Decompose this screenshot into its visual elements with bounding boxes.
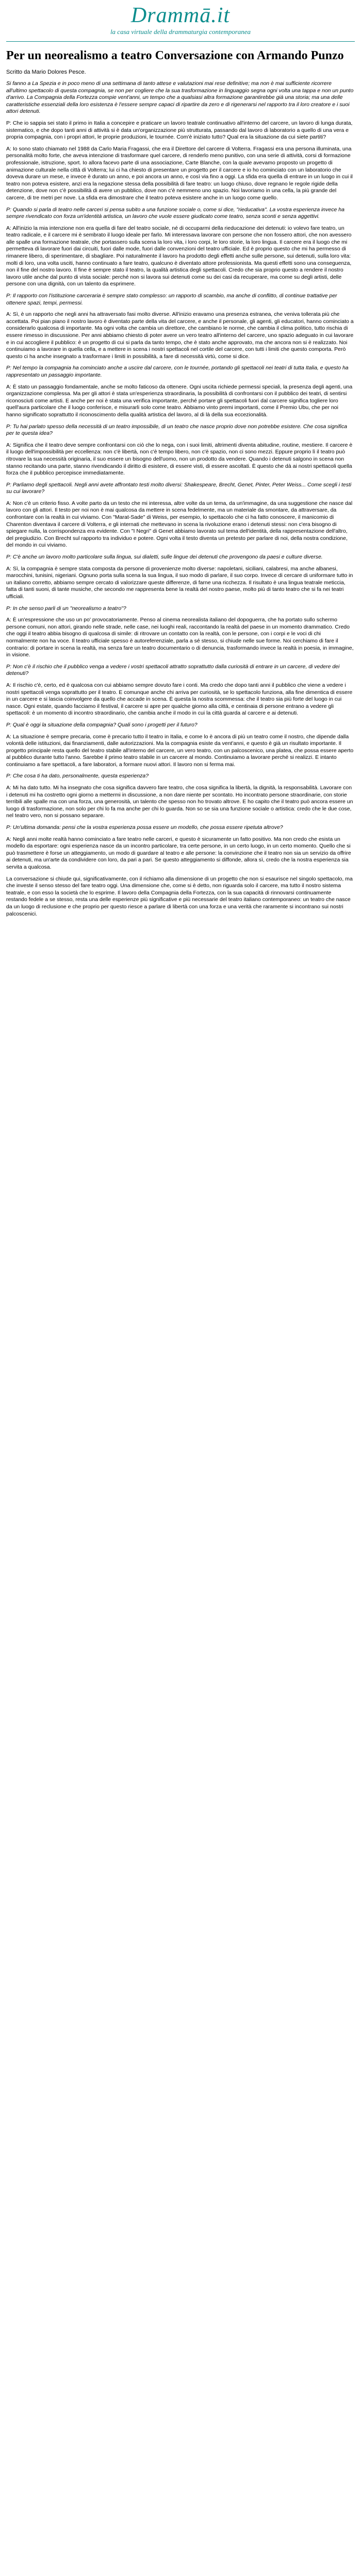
question-paragraph: P: Quando si parla di teatro nelle carceri si pensa subito a una funzione sociale o, come si dice, "rieducativa". La vostra esperienza invece ha sempre rivendicato con forza un'identità artistica, un lavoro che vuole essere giudicato come teatro, senza sconti e senza aggettivi. (6, 206, 344, 220)
answer-paragraph: A: Significa che il teatro deve sempre confrontarsi con ciò che lo nega, con i suoi limiti, altrimenti diventa abitudine, routine, mestiere. Il carcere è il luogo dell'impossibilità per eccellenza: non c'è libertà, non c'è tempo libero, non c'è spazio, non ci sono mezzi. Eppure proprio lì il teatro può ritrovare la sua necessità originaria, il suo essere un bisogno dell'uomo, non un prodotto da vendere. Quando i detenuti salgono in scena non stanno recitando una parte, stanno rivendicando il diritto di esistere, di essere visti, di essere ascoltati. È questo che dà ai nostri spettacoli quella forza che il pubblico percepisce immediatamente. (6, 442, 353, 477)
question-paragraph: P: Parliamo degli spettacoli. Negli anni avete affrontato testi molto diversi: Shakespeare, Brecht, Genet, Pinter, Peter Weiss... Come scegli i testi su cui lavorare? (6, 481, 352, 495)
article (0, 49, 361, 918)
site-tagline: la casa virtuale della drammaturgia contemporanea (110, 28, 251, 36)
answer-paragraph: P: Che io sappia sei stato il primo in Italia a concepire e praticare un lavoro teatrale continuativo all'interno del carcere, un lavoro di lunga durata, sistematico, e che dopo tanti anni di attività si è data un'organizzazione più strutturata, passando dal lavoro di laboratorio a quello di una vera e propria compagnia, con i propri attori, le proprie produzioni, le tournée. Com'è iniziato tutto? Qual era la situazione da cui siete partiti? (6, 120, 353, 141)
answer-paragraph: A: All'inizio la mia intenzione non era quella di fare del teatro sociale, né di occuparmi della rieducazione dei detenuti: io volevo fare teatro, un teatro radicale, e il carcere mi è sembrato il luogo ideale per farlo. Mi interessava lavorare con persone che non fossero attori, che non avessero alle spalle una formazione teatrale, che portassero sulla scena la loro vita, i loro corpi, le loro storie, la loro lingua. Il carcere era il luogo che mi permetteva di lavorare fuori dai circuiti, fuori dalle mode, fuori dalle convenzioni del teatro ufficiale. Ed è proprio questo che mi ha permesso di rimanere libero, di sperimentare, di sbagliare. Poi naturalmente il lavoro ha prodotto degli effetti anche sulle persone, sui detenuti, sulla loro vita: molti di loro, una volta usciti, hanno continuato a fare teatro, qualcuno è diventato attore professionista. Ma questi effetti sono una conseguenza, non il fine del nostro lavoro. Il fine è sempre stato il teatro, la qualità artistica degli spettacoli. Credo che sia proprio questo a rendere il nostro lavoro utile anche dal punto di vista sociale: perché non si lavora sui detenuti come su dei casi da recuperare, ma come su degli artisti, delle persone con una dignità, con un talento da esprimere. (6, 225, 352, 287)
answer-paragraph: A: Sì, la compagnia è sempre stata composta da persone di provenienze molto diverse: napoletani, siciliani, calabresi, ma anche albanesi, marocchini, tunisini, nigeriani. Ognuno porta sulla scena la sua lingua, il suo modo di parlare, il suo corpo. Invece di cercare di uniformare tutto in un italiano corretto, abbiamo sempre cercato di valorizzare queste differenze, di farne una ricchezza. Il risultato è una lingua teatrale meticcia, fatta di tanti suoni, di tante musiche, che secondo me rappresenta bene la realtà del nostro paese, molto più di tanto teatro che si fa nei teatri ufficiali. (6, 565, 353, 600)
question-paragraph: P: Un'ultima domanda: pensi che la vostra esperienza possa essere un modello, che possa essere ripetuta altrove? (6, 824, 283, 831)
question-paragraph: P: Che cosa ti ha dato, personalmente, questa esperienza? (6, 773, 149, 779)
question-paragraph: Si fanno a La Spezia e in poco meno di una settimana di tanto attese e valutazioni mai rese definitive; ma non è mai sufficiente ricorrere all'ultimo spettacolo di questa compagnia, se non per cogliere che la sua trasformazione in linguaggio segna ogni volta una tappa e non un punto d'arrivo. La Compagnia della Fortezza compie vent'anni, un tempo che a qualsiasi altra formazione garantirebbe già una storia; ma una delle caratteristiche essenziali della loro esistenza è l'essere sempre capaci di ripartire da zero e di rigenerarsi nel rapporto tra il loro creatore e i suoi attori detenuti. (6, 80, 354, 115)
article-body (6, 80, 354, 918)
answer-paragraph: A: Io sono stato chiamato nel 1988 da Carlo Maria Fragassi, che era il Direttore del carcere di Volterra. Fragassi era una persona illuminata, una personalità molto forte, che aveva intenzione di trasformare quel carcere, di renderlo meno punitivo, con una serie di attività, corsi di formazione professionale, istruzione, sport. Io allora facevo parte di una associazione, Carte Blanche, con la quale avevamo proposto un progetto di animazione culturale nella città di Volterra; lui ci ha chiesto di presentare un progetto per il carcere e io ho cominciato con un laboratorio che doveva durare un mese, e invece è durato un anno, e poi ancora un anno, e così via fino a oggi. La sfida era quella di entrare in un luogo in cui il teatro non poteva esistere, anzi era la negazione stessa della possibilità di fare teatro: un luogo chiuso, dove regnano le regole rigide della detenzione, dove non c'è possibilità di avere un pubblico, dove non c'è nemmeno uno spazio. Noi lavoriamo in una cella, la più grande del carcere, di tre metri per nove. La sfida era dimostrare che il teatro poteva esistere anche in un luogo come quello. (6, 145, 353, 201)
site-logo[interactable]: Drammā.it (130, 4, 231, 27)
answer-paragraph: A: Mi ha dato tutto. Mi ha insegnato che cosa significa davvero fare teatro, che cosa significa la libertà, la dignità, la responsabilità. Lavorare con i detenuti mi ha costretto ogni giorno a mettermi in discussione, a non dare niente per scontato. Ho incontrato persone straordinarie, con storie terribili alle spalle ma con una forza, una generosità, un talento che spesso non ho trovato altrove. E ho capito che il teatro può ancora essere un luogo di trasformazione, non solo per chi lo fa ma anche per chi lo guarda. Non so se sia una funzione sociale o artistica: credo che le due cose, nel teatro vero, non si possano separare. (6, 785, 353, 819)
answer-paragraph: A: Non c'è un criterio fisso. A volte parto da un testo che mi interessa, altre volte da un tema, da un'immagine, da una suggestione che nasce dal lavoro con gli attori. Il testo per noi non è mai qualcosa da mettere in scena fedelmente, ma un materiale da smontare, da attraversare, da confrontare con la realtà in cui viviamo. Con "Marat-Sade" di Weiss, per esempio, lo spettacolo che ci ha fatto conoscere, il manicomio di Charenton diventava il carcere di Volterra, e gli internati che mettevano in scena la rivoluzione erano i detenuti stessi: non c'era bisogno di spiegare nulla, la corrispondenza era evidente. Con "I Negri" di Genet abbiamo lavorato sul tema dell'identità, della rappresentazione dell'altro, del pregiudizio. Con Brecht sul rapporto tra individuo e potere. Ogni volta il testo diventa un pretesto per parlare di noi, della nostra condizione, del mondo in cui viviamo. (6, 500, 353, 549)
question-paragraph: P: Non c'è il rischio che il pubblico venga a vedere i vostri spettacoli attratto soprattutto dalla curiosità di entrare in un carcere, di vedere dei detenuti? (6, 663, 340, 677)
question-paragraph: P: Tu hai parlato spesso della necessità di un teatro impossibile, di un teatro che nasce proprio dove non potrebbe esistere. Che cosa significa per te questa idea? (6, 423, 348, 437)
site-header (0, 0, 361, 36)
article-byline: Scritto da Mario Dolores Pesce. (6, 69, 86, 75)
answer-paragraph: A: Sì, è un rapporto che negli anni ha attraversato fasi molto diverse. All'inizio eravamo una presenza estranea, che veniva tollerata più che accettata. Poi pian piano il nostro lavoro è diventato parte della vita del carcere, e anche il personale, gli agenti, gli educatori, hanno cominciato a considerarlo qualcosa di importante. Ma ogni volta che cambia un direttore, che cambiano le norme, che cambia il clima politico, tutto rischia di essere rimesso in discussione. Per anni abbiamo chiesto di poter avere un vero teatro all'interno del carcere, uno spazio adeguato in cui lavorare e in cui accogliere il pubblico: è un progetto di cui si parla da tanto tempo, che è stato anche approvato, ma che ancora non si è realizzato. Noi continuiamo a lavorare in quella cella, e a mettere in scena i nostri spettacoli nel cortile del carcere, con tutti i limiti che questo comporta. Però questo ci ha anche insegnato a trasformare i limiti in possibilità, a fare di necessità virtù, come si dice. (6, 311, 354, 360)
question-paragraph: P: Nel tempo la compagnia ha cominciato anche a uscire dal carcere, con le tournée, portando gli spettacoli nei teatri di tutta Italia, e questo ha rappresentato un passaggio importante. (6, 365, 349, 378)
answer-paragraph: A: È un'espressione che uso un po' provocatoriamente. Penso al cinema neorealista italiano del dopoguerra, che ha portato sullo schermo persone comuni, non attori, girando nelle strade, nelle case, nei luoghi reali, raccontando la realtà del paese in un momento drammatico. Credo che oggi il teatro abbia bisogno di qualcosa di simile: di ritrovare un contatto con la realtà, con le persone, con i corpi e le voci di chi normalmente non ha voce. Il teatro ufficiale spesso è autoreferenziale, parla a sé stesso, si chiude nelle sue forme. Noi cerchiamo di fare il contrario: di portare in scena la realtà, ma senza fare un teatro documentario o di denuncia, trasformando invece la realtà in poesia, in immagine, in visione. (6, 617, 354, 658)
answer-paragraph: A: È stato un passaggio fondamentale, anche se molto faticoso da ottenere. Ogni uscita richiede permessi speciali, la presenza degli agenti, una organizzazione complessa. Ma per gli attori è stata un'esperienza straordinaria, la possibilità di confrontarsi con il pubblico dei teatri, di sentirsi riconosciuti come artisti. E anche per noi è stata una verifica importante, perché portare gli spettacoli fuori dal carcere significa togliere loro quell'aura particolare che il luogo conferisce, e misurarli solo come teatro. Abbiamo vinto premi importanti, come il Premio Ubu, che per noi hanno significato soprattutto il riconoscimento della qualità artistica del lavoro, al di là della sua eccezionalità. (6, 383, 353, 418)
answer-paragraph: La conversazione si chiude qui, significativamente, con il richiamo alla dimensione di un progetto che non si esaurisce nel singolo spettacolo, ma che investe il senso stesso del fare teatro oggi. Una dimensione che, come si è detto, non riguarda solo il carcere, ma tutto il nostro sistema teatrale, e con esso la società che lo esprime. Il lavoro della Compagnia della Fortezza, con la sua capacità di rinnovarsi continuamente restando fedele a se stesso, resta una delle esperienze più significative e più necessarie del teatro italiano contemporaneo: un teatro che nasce da un luogo di reclusione e che proprio per questo riesce a parlare di libertà con una forza e una verità che raramente si incontrano sui nostri palcoscenici. (6, 875, 353, 917)
answer-paragraph: A: La situazione è sempre precaria, come è precario tutto il teatro in Italia, e come lo è ancora di più un teatro come il nostro, che dipende dalla volontà delle istituzioni, dai finanziamenti, dalle autorizzazioni. Ma la compagnia esiste da vent'anni, e questo è già un risultato importante. Il progetto principale resta quello del teatro stabile all'interno del carcere, un vero teatro, con un palcoscenico, una platea, che possa essere aperto al pubblico durante tutto l'anno. Sarebbe il primo teatro stabile in un carcere al mondo. Continuiamo a lavorare perché si realizzi. E intanto continuiamo a fare spettacoli, a fare laboratori, a formare nuovi attori. Il lavoro non si ferma mai. (6, 733, 354, 768)
question-paragraph: P: Il rapporto con l'istituzione carceraria è sempre stato complesso: un rapporto di scambio, ma anche di conflitto, di continue trattative per ottenere spazi, tempi, permessi. (6, 293, 337, 306)
question-paragraph: P: Qual è oggi la situazione della compagnia? Quali sono i progetti per il futuro? (6, 721, 198, 728)
answer-paragraph: A: Negli anni molte realtà hanno cominciato a fare teatro nelle carceri, e questo è sicuramente un fatto positivo. Ma non credo che esista un modello da esportare: ogni esperienza nasce da un incontro particolare, tra certe persone, in un certo luogo, in un certo momento. Quello che si può trasmettere è forse un atteggiamento, un modo di guardare al teatro e alle persone: la convinzione che il teatro non sia un servizio da offrire ai detenuti, ma un'arte da condividere con loro, da pari a pari. Se questo atteggiamento si diffonde, allora sì, credo che la nostra esperienza sia servita a qualcosa. (6, 836, 351, 870)
question-paragraph: P: In che senso parli di un "neorealismo a teatro"? (6, 605, 126, 612)
article-title: Per un neorealismo a teatro Conversazione con Armando Punzo (6, 49, 344, 62)
question-paragraph: P: C'è anche un lavoro molto particolare sulla lingua, sui dialetti, sulle lingue dei detenuti che provengono da paesi e culture diverse. (6, 554, 323, 561)
answer-paragraph: A: Il rischio c'è, certo, ed è qualcosa con cui abbiamo sempre dovuto fare i conti. Ma credo che dopo tanti anni il pubblico che viene a vedere i nostri spettacoli venga soprattutto per il teatro. E comunque anche chi arriva per curiosità, se lo spettacolo funziona, alla fine dimentica di essere in un carcere e si lascia coinvolgere da quello che accade in scena. È questa la nostra scommessa: che il teatro sia più forte del luogo in cui nasce. Ogni estate, quando facciamo il festival, il carcere si apre per qualche giorno alla città, e centinaia di persone entrano a vedere gli spettacoli: è un momento di incontro straordinario, che cambia anche il modo in cui la città guarda al carcere e ai detenuti. (6, 682, 353, 717)
header-divider (6, 41, 355, 42)
